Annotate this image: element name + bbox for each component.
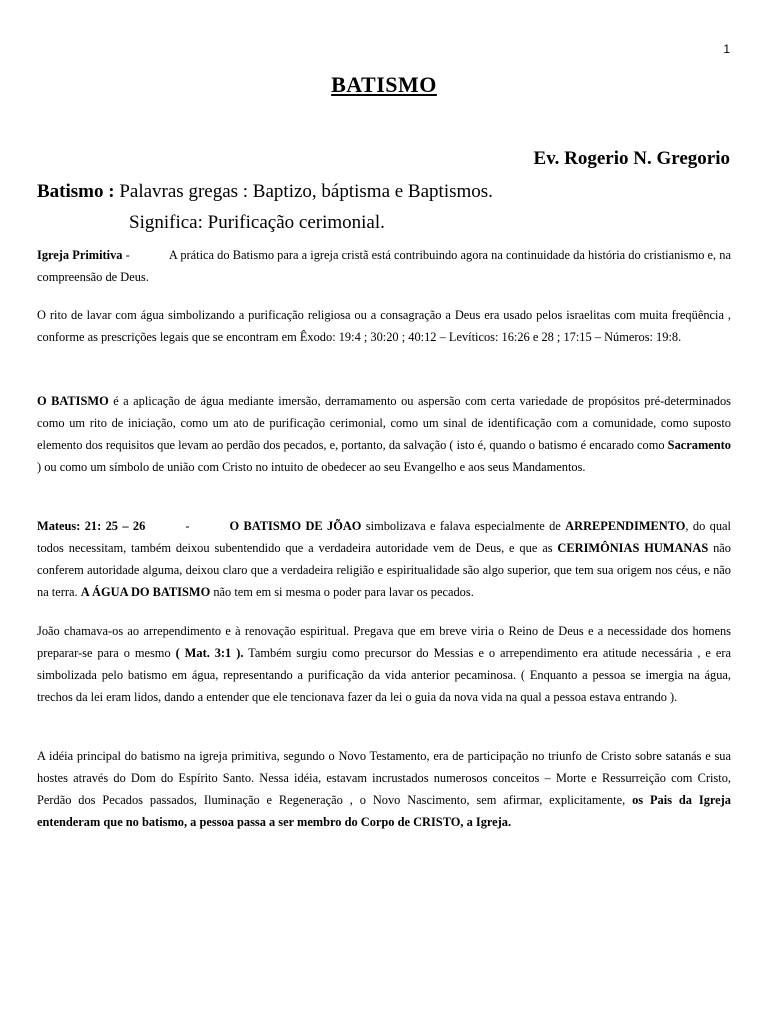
paragraph-ideia-principal: A idéia principal do batismo na igreja primitiva, segundo o Novo Testamento, era de participação no triunfo de Cristo sobre satanás e sua hostes através do Dom do Espírito Santo. Nessa idéia, estavam incrustados numerosos conceitos – Morte e Ressurreição com Cristo, Perdão dos Pecados passados, Iluminação e Regeneração , o Novo Nascimento, sem afirmar, explicitamente, os Pais da Igreja entenderam que no batismo, a pessoa passa a ser membro do Corpo de CRISTO, a Igreja.	[37, 749, 731, 829]
term-cerimonias: CERIMÔNIAS HUMANAS	[557, 541, 709, 555]
heading-term: Batismo :	[37, 181, 115, 202]
scripture-reference: ( Mat. 3:1 ).	[175, 646, 244, 660]
heading-words: Palavras gregas : Baptizo, báptisma e Baptismos.	[114, 181, 493, 202]
author: Ev. Rogerio N. Gregorio	[533, 148, 730, 169]
paragraph-lead: O BATISMO DE JÕAO	[229, 519, 362, 533]
term-sacramento: Sacramento	[667, 438, 731, 452]
page-number: 1	[723, 42, 730, 56]
term-arrependimento: ARREPENDIMENTO	[565, 519, 686, 533]
heading-definition	[37, 181, 493, 203]
paragraph-mateus: Mateus: 21: 25 – 26 - O BATISMO DE JÕAO simbolizava e falava especialmente de ARREPENDIMENTO, do qual todos necessitam, também deixou subentendido que a verdadeira autoridade vem de Deus, e que as CERIMÔNIAS HUMANAS não conferem autoridade alguma, deixou claro que a verdadeira religião e espiritualidade são algo superior, que tem sua origem nos céus, e não na terra. A ÁGUA DO BATISMO não tem em si mesma o poder para lavar os pecados.	[37, 519, 731, 599]
paragraph-text: A prática do Batismo para a igreja cristã está contribuindo agora na continuidade da história do cristianismo e, na compreensão de Deus.	[37, 248, 731, 284]
paragraph-lead: O BATISMO	[37, 394, 109, 408]
paragraph-rito: O rito de lavar com água simbolizando a purificação religiosa ou a consagração a Deus era usado pelos israelitas com muita freqüência , conforme as prescrições legais que se encontram em Êxodo: 19:4 ; 30:20 ; 40:12 – Levíticos: 16:26 e 28 ; 17:15 – Números: 19:8.	[37, 308, 731, 344]
term-agua-batismo: A ÁGUA DO BATISMO	[80, 585, 211, 599]
heading-meaning: Significa: Purificação cerimonial.	[129, 212, 385, 233]
paragraph-label: Igreja Primitiva	[37, 248, 123, 262]
paragraph-igreja-primitiva: Igreja Primitiva - A prática do Batismo para a igreja cristã está contribuindo agora na continuidade da história do cristianismo e, na compreensão de Deus.	[37, 248, 731, 284]
paragraph-conclusion: os Pais da Igreja entenderam que no batismo, a pessoa passa a ser membro do Corpo de CRISTO, a Igreja.	[37, 793, 731, 829]
paragraph-o-batismo: O BATISMO é a aplicação de água mediante imersão, derramamento ou aspersão com certa variedade de propósitos pré-determinados como um rito de iniciação, como um ato de purificação cerimonial, como um sinal de identificação com a comunidade, como suposto elemento dos requisitos que levam ao perdão dos pecados, e, portanto, da salvação ( isto é, quando o batismo é encarado como Sacramento ) ou como um símbolo de união com Cristo no intuito de obedecer ao seu Evangelho e aos seus Mandamentos.	[37, 394, 731, 474]
paragraph-joao: João chamava-os ao arrependimento e à renovação espiritual. Pregava que em breve viria o Reino de Deus e a necessidade dos homens preparar-se para o mesmo ( Mat. 3:1 ). Também surgiu como precursor do Messias e o arrependimento era atitude necessária , e era simbolizada pelo batismo em água, representando a purificação da vida anterior pecaminosa. ( Enquanto a pessoa se imergia na água, trechos da lei eram lidos, dando a entender que ele tencionava fazer da lei o guia da nova vida na qual a pessoa estava entrando ).	[37, 624, 731, 704]
document-title: BATISMO	[331, 72, 437, 97]
scripture-reference: Mateus: 21: 25 – 26	[37, 519, 146, 533]
